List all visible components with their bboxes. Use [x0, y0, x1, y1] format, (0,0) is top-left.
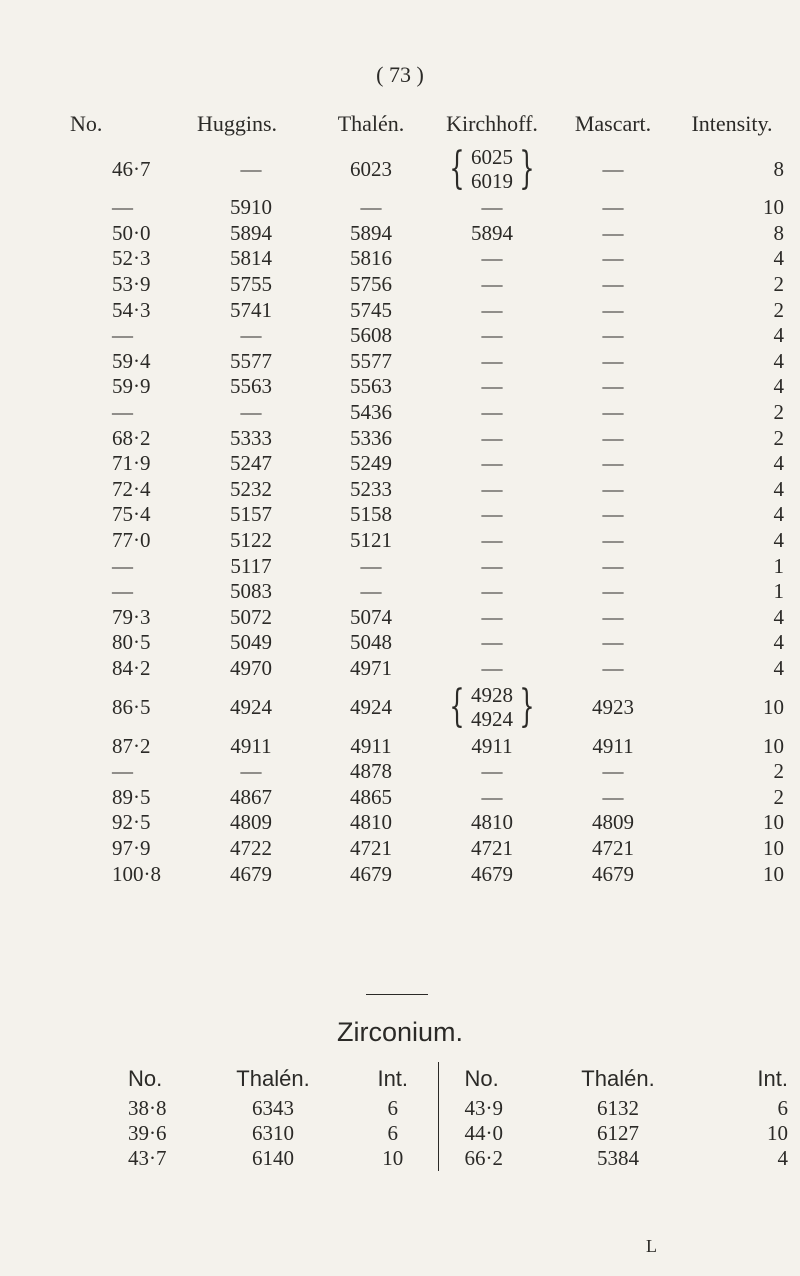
cell-huggins: 5577: [230, 348, 272, 373]
right-brace: }: [519, 143, 535, 194]
cell-kirchhoff: —: [481, 655, 503, 680]
cell-mascart: —: [602, 553, 624, 578]
header-mascart: Mascart.: [574, 111, 652, 136]
right-brace: }: [519, 681, 535, 733]
cell-mascart: —: [602, 604, 624, 629]
zr-int-2: 4: [777, 1146, 788, 1170]
cell-thalen: 5249: [350, 451, 392, 476]
cell-kirchhoff: —: [481, 425, 503, 450]
table-row: [112, 784, 792, 810]
zr-no-1: 39·6: [128, 1121, 167, 1145]
table-row: [128, 1096, 788, 1121]
cell-kirchhoff: —: [481, 348, 503, 373]
cell-no: 97·9: [112, 835, 151, 860]
cell-huggins: 5247: [230, 451, 272, 476]
cell-huggins: 5157: [230, 502, 272, 527]
spectral-lines-table: [70, 105, 792, 887]
cell-no: 80·5: [112, 630, 151, 655]
cell-kirchhoff: [430, 143, 554, 195]
table-row: [112, 733, 792, 759]
zirconium-header-row: [128, 1062, 788, 1096]
brace-value: 6025: [471, 145, 513, 169]
cell-huggins: 4809: [230, 810, 272, 835]
cell-no: 53·9: [112, 272, 151, 297]
table-row: [112, 836, 792, 862]
cell-no: 50·0: [112, 220, 151, 245]
cell-intensity: 4: [773, 323, 784, 348]
zr-header-int-2: Int.: [757, 1066, 788, 1091]
cell-huggins: 5049: [230, 630, 272, 655]
cell-kirchhoff: 4810: [471, 810, 513, 835]
cell-no: —: [112, 195, 133, 220]
cell-intensity: 2: [773, 425, 784, 450]
table-row: [112, 630, 792, 656]
table-row: [112, 272, 792, 298]
cell-huggins: 5122: [230, 528, 272, 553]
cell-kirchhoff: —: [481, 451, 503, 476]
cell-mascart: —: [602, 246, 624, 271]
cell-no: 100·8: [112, 861, 161, 886]
cell-kirchhoff: —: [481, 630, 503, 655]
left-brace: {: [449, 143, 465, 194]
cell-intensity: 4: [773, 655, 784, 680]
cell-intensity: 2: [773, 784, 784, 809]
brace-value: 6019: [471, 169, 513, 193]
cell-mascart: —: [602, 195, 624, 220]
cell-no: 87·2: [112, 733, 151, 758]
cell-huggins: 5894: [230, 220, 272, 245]
cell-intensity: 2: [773, 400, 784, 425]
cell-thalen: 5436: [350, 400, 392, 425]
zr-header-no-1: No.: [128, 1066, 163, 1091]
cell-kirchhoff: —: [481, 400, 503, 425]
cell-huggins: 5741: [230, 297, 272, 322]
zr-thalen-1: 6343: [252, 1096, 294, 1120]
zr-thalen-1: 6140: [252, 1146, 294, 1170]
cell-huggins: 5232: [230, 476, 272, 501]
cell-kirchhoff: —: [481, 476, 503, 501]
cell-mascart: —: [602, 348, 624, 373]
zr-int-2: 6: [777, 1096, 788, 1120]
table-row: [112, 323, 792, 349]
cell-huggins: —: [240, 400, 262, 425]
cell-mascart: —: [602, 502, 624, 527]
zr-int-1: 6: [387, 1096, 398, 1120]
cell-no: —: [112, 553, 133, 578]
cell-mascart: —: [602, 630, 624, 655]
zr-int-2: 10: [767, 1121, 788, 1145]
zr-int-1: 10: [382, 1146, 404, 1170]
cell-intensity: 4: [773, 604, 784, 629]
cell-mascart: 4809: [592, 810, 634, 835]
cell-intensity: 4: [773, 374, 784, 399]
cell-mascart: —: [602, 451, 624, 476]
cell-thalen: —: [360, 579, 382, 604]
cell-kirchhoff: —: [481, 579, 503, 604]
zr-no-1: 43·7: [128, 1146, 167, 1170]
brace-group: [443, 145, 541, 193]
cell-intensity: 10: [763, 195, 784, 220]
cell-huggins: 5117: [230, 553, 272, 578]
cell-intensity: 10: [763, 835, 784, 860]
table-row: [112, 681, 792, 733]
zirconium-table: [128, 1062, 788, 1171]
cell-kirchhoff: 4679: [471, 861, 513, 886]
section-divider-rule: [366, 994, 428, 995]
table-row: [112, 451, 792, 477]
zr-header-thalen-1: Thalén.: [236, 1066, 310, 1091]
cell-intensity: 4: [773, 528, 784, 553]
brace-value: 4924: [471, 707, 513, 732]
table-row: [112, 143, 792, 195]
cell-no: 54·3: [112, 297, 151, 322]
cell-mascart: —: [602, 220, 624, 245]
table-row: [112, 221, 792, 247]
cell-no: 68·2: [112, 425, 151, 450]
cell-thalen: 5816: [350, 246, 392, 271]
table-row: [112, 297, 792, 323]
zr-thalen-1: 6310: [252, 1121, 294, 1145]
zr-thalen-2: 6127: [597, 1121, 639, 1145]
zr-no-2: 66·2: [438, 1146, 548, 1171]
table-row: [112, 246, 792, 272]
cell-mascart: —: [602, 323, 624, 348]
cell-intensity: 2: [773, 759, 784, 784]
cell-kirchhoff: —: [481, 502, 503, 527]
cell-mascart: —: [602, 425, 624, 450]
cell-thalen: 5577: [350, 348, 392, 373]
cell-no: 77·0: [112, 528, 151, 553]
cell-no: 79·3: [112, 604, 151, 629]
cell-thalen: 5563: [350, 374, 392, 399]
cell-no: 75·4: [112, 502, 151, 527]
cell-no: 59·9: [112, 374, 151, 399]
cell-intensity: 10: [763, 810, 784, 835]
cell-no: 59·4: [112, 348, 151, 373]
cell-thalen: 5745: [350, 297, 392, 322]
cell-thalen: 4810: [350, 810, 392, 835]
cell-thalen: 4971: [350, 655, 392, 680]
table-row: [112, 553, 792, 579]
cell-intensity: 4: [773, 348, 784, 373]
cell-huggins: 5072: [230, 604, 272, 629]
zr-no-1: 38·8: [128, 1096, 167, 1120]
cell-huggins: 5755: [230, 272, 272, 297]
cell-intensity: 8: [773, 220, 784, 245]
table-row: [112, 425, 792, 451]
cell-huggins: —: [240, 156, 262, 181]
cell-huggins: 4924: [230, 694, 272, 719]
cell-intensity: 4: [773, 476, 784, 501]
cell-huggins: 4867: [230, 784, 272, 809]
cell-intensity: 10: [763, 733, 784, 758]
header-intensity: Intensity.: [691, 111, 773, 136]
cell-kirchhoff: —: [481, 604, 503, 629]
cell-kirchhoff: —: [481, 195, 503, 220]
cell-kirchhoff: —: [481, 272, 503, 297]
cell-thalen: 5048: [350, 630, 392, 655]
cell-thalen: 4679: [350, 861, 392, 886]
cell-no: 86·5: [112, 694, 151, 719]
cell-kirchhoff: —: [481, 246, 503, 271]
cell-thalen: 5233: [350, 476, 392, 501]
cell-mascart: —: [602, 655, 624, 680]
cell-kirchhoff: —: [481, 759, 503, 784]
cell-intensity: 8: [773, 156, 784, 181]
cell-huggins: —: [240, 323, 262, 348]
header-kirchhoff: Kirchhoff.: [446, 111, 538, 136]
cell-thalen: 6023: [350, 156, 392, 181]
cell-thalen: 4721: [350, 835, 392, 860]
table-row: [112, 605, 792, 631]
cell-kirchhoff: —: [481, 528, 503, 553]
cell-no: 46·7: [112, 156, 151, 181]
cell-intensity: 10: [763, 694, 784, 719]
table-header-row: [112, 105, 792, 143]
cell-no: 84·2: [112, 655, 151, 680]
cell-intensity: 4: [773, 246, 784, 271]
cell-no: 92·5: [112, 810, 151, 835]
cell-intensity: 4: [773, 502, 784, 527]
cell-huggins: —: [240, 759, 262, 784]
header-no: No.: [70, 111, 103, 136]
cell-mascart: 4679: [592, 861, 634, 886]
zr-no-2: 44·0: [438, 1121, 548, 1146]
table-row: [112, 861, 792, 887]
zr-no-2: 43·9: [438, 1096, 548, 1121]
cell-kirchhoff: 4911: [471, 733, 513, 758]
cell-thalen: 5608: [350, 323, 392, 348]
cell-huggins: 5814: [230, 246, 272, 271]
zr-int-1: 6: [387, 1121, 398, 1145]
table-row: [112, 195, 792, 221]
cell-kirchhoff: —: [481, 323, 503, 348]
cell-mascart: —: [602, 297, 624, 322]
cell-thalen: 5121: [350, 528, 392, 553]
zr-header-int-1: Int.: [377, 1066, 409, 1091]
cell-huggins: 5083: [230, 579, 272, 604]
cell-no: —: [112, 579, 133, 604]
cell-no: 72·4: [112, 476, 151, 501]
cell-mascart: —: [602, 272, 624, 297]
cell-no: —: [112, 759, 133, 784]
cell-huggins: 5910: [230, 195, 272, 220]
zr-thalen-2: 6132: [597, 1096, 639, 1120]
table-row: [112, 477, 792, 503]
cell-huggins: 4970: [230, 655, 272, 680]
cell-mascart: —: [602, 156, 624, 181]
cell-kirchhoff: —: [481, 784, 503, 809]
cell-kirchhoff: 4721: [471, 835, 513, 860]
cell-intensity: 4: [773, 451, 784, 476]
cell-intensity: 1: [773, 553, 784, 578]
table-row: [112, 502, 792, 528]
cell-thalen: —: [360, 195, 382, 220]
cell-no: 52·3: [112, 246, 151, 271]
cell-thalen: 5894: [350, 220, 392, 245]
cell-huggins: 5563: [230, 374, 272, 399]
cell-intensity: 2: [773, 272, 784, 297]
cell-intensity: 2: [773, 297, 784, 322]
table-row: [112, 810, 792, 836]
cell-huggins: 4679: [230, 861, 272, 886]
table-row: [112, 656, 792, 682]
cell-thalen: 5756: [350, 272, 392, 297]
zr-header-no-2: No.: [438, 1062, 548, 1096]
cell-mascart: —: [602, 579, 624, 604]
left-brace: {: [449, 681, 465, 733]
cell-huggins: 4911: [230, 733, 272, 758]
cell-mascart: 4721: [592, 835, 634, 860]
zr-thalen-2: 5384: [597, 1146, 639, 1170]
cell-thalen: —: [360, 553, 382, 578]
zr-header-thalen-2: Thalén.: [581, 1066, 655, 1091]
header-thalen: Thalén.: [337, 111, 405, 136]
cell-mascart: —: [602, 476, 624, 501]
cell-thalen: 4911: [350, 733, 392, 758]
cell-intensity: 10: [763, 861, 784, 886]
cell-kirchhoff: —: [481, 553, 503, 578]
cell-no: —: [112, 323, 133, 348]
table-row: [112, 759, 792, 785]
cell-mascart: 4923: [592, 694, 634, 719]
cell-kirchhoff: 5894: [471, 220, 513, 245]
cell-no: 71·9: [112, 451, 151, 476]
cell-thalen: 4924: [350, 694, 392, 719]
table-row: [112, 579, 792, 605]
cell-thalen: 5074: [350, 604, 392, 629]
table-row: [112, 528, 792, 554]
cell-mascart: —: [602, 400, 624, 425]
page-number: ( 73 ): [376, 62, 424, 87]
zirconium-title: Zirconium.: [336, 1017, 464, 1047]
table-row: [112, 400, 792, 426]
header-huggins: Huggins.: [196, 111, 278, 136]
cell-no: 89·5: [112, 784, 151, 809]
brace-value: 4928: [471, 683, 513, 708]
cell-intensity: 1: [773, 579, 784, 604]
cell-huggins: 4722: [230, 835, 272, 860]
cell-intensity: 4: [773, 630, 784, 655]
cell-mascart: 4911: [592, 733, 634, 758]
table-row: [112, 374, 792, 400]
cell-thalen: 4865: [350, 784, 392, 809]
cell-huggins: 5333: [230, 425, 272, 450]
cell-no: —: [112, 400, 133, 425]
cell-thalen: 5336: [350, 425, 392, 450]
cell-mascart: —: [602, 759, 624, 784]
cell-thalen: 5158: [350, 502, 392, 527]
cell-kirchhoff: —: [481, 297, 503, 322]
cell-mascart: —: [602, 374, 624, 399]
cell-kirchhoff: [430, 681, 554, 733]
cell-mascart: —: [602, 784, 624, 809]
table-row: [128, 1146, 788, 1171]
signature-mark: L: [646, 1236, 657, 1256]
table-row: [128, 1121, 788, 1146]
cell-kirchhoff: —: [481, 374, 503, 399]
table-row: [112, 349, 792, 375]
brace-group: [443, 683, 541, 731]
cell-thalen: 4878: [350, 759, 392, 784]
cell-mascart: —: [602, 528, 624, 553]
